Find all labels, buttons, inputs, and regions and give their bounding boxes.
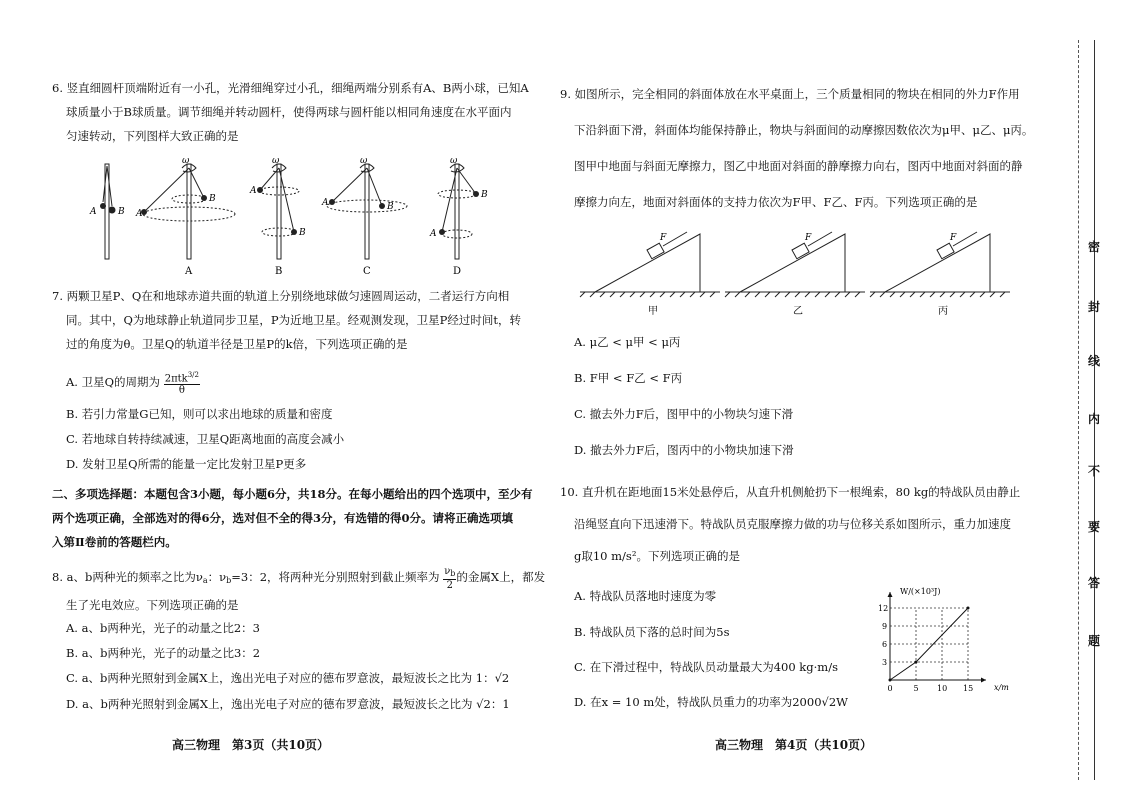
y-tick-label-2: 9 bbox=[882, 622, 888, 631]
series-line-0 bbox=[890, 608, 968, 680]
question-10-option-d: D. 在x = 10 m处，特战队员重力的功率为2000√2W bbox=[574, 695, 848, 709]
svg-text:B: B bbox=[387, 202, 394, 212]
question-9-option-b: B. F甲 < F乙 < F丙 bbox=[574, 371, 683, 385]
svg-text:A: A bbox=[250, 186, 257, 196]
question-9-line-2: 下沿斜面下滑，斜面体均能保持静止，物块与斜面间的动摩擦因数依次为μ甲、μ乙、μ丙。 bbox=[574, 123, 1034, 137]
question-9-figure bbox=[575, 222, 1015, 316]
question-6-line-3: 匀速转动，下列图样大致正确的是 bbox=[66, 129, 239, 143]
figure-label-b: B bbox=[275, 266, 283, 277]
chart-grid bbox=[890, 608, 968, 680]
figure-label-bing: 丙 bbox=[938, 306, 948, 316]
margin-char-1: 密 bbox=[1087, 240, 1100, 254]
data-point-0-2 bbox=[967, 607, 970, 610]
y-axis-arrow bbox=[888, 592, 893, 597]
q7-opta-denominator: θ bbox=[178, 385, 185, 397]
q8-sub-b: b bbox=[226, 576, 232, 585]
chart-axes bbox=[888, 592, 987, 683]
y-tick-label-1: 6 bbox=[882, 640, 888, 649]
question-8-line-1 bbox=[52, 565, 546, 593]
incline-bing bbox=[870, 232, 1010, 297]
right-page bbox=[560, 0, 1034, 794]
margin-char-3: 线 bbox=[1087, 354, 1100, 368]
question-7 bbox=[52, 284, 522, 356]
q7-opta-numerator: 2πtk bbox=[164, 373, 188, 385]
q8-text-d: 的金属X上，都发 bbox=[456, 570, 546, 584]
ball-a-label: A bbox=[90, 207, 97, 217]
figure-label-yi: 乙 bbox=[793, 306, 803, 316]
q8-text-a: 8. a、b两种光的频率之比为ν bbox=[52, 570, 203, 584]
figure-label-a: A bbox=[185, 266, 193, 277]
section-2-instructions bbox=[52, 482, 533, 554]
figure-label-d: D bbox=[453, 266, 462, 277]
svg-text:A: A bbox=[430, 229, 437, 239]
q8-text-b: ：ν bbox=[207, 570, 227, 584]
question-8-option-b: B. a、b两种光，光子的动量之比3：2 bbox=[66, 646, 261, 660]
q8-frac-num-sub: b bbox=[450, 568, 456, 578]
omega-label: ω bbox=[182, 156, 190, 166]
margin-char-8: 题 bbox=[1087, 634, 1100, 648]
svg-text:F: F bbox=[950, 233, 957, 243]
svg-text:ω: ω bbox=[272, 156, 280, 166]
question-7-option-c: C. 若地球自转持续减速，卫星Q距离地面的高度会减小 bbox=[66, 432, 345, 446]
question-9-option-c: C. 撤去外力F后，图甲中的小物块匀速下滑 bbox=[574, 407, 794, 421]
force-label-jia: F bbox=[660, 233, 667, 243]
q8-sub-a: a bbox=[202, 576, 208, 585]
svg-text:A: A bbox=[322, 198, 329, 208]
svg-text:ω: ω bbox=[450, 156, 458, 166]
chart-y-axis-label: W/(×10³J) bbox=[900, 587, 941, 596]
section-2-line-2: 两个选项正确，全部选对的得6分，选对但不全的得3分，有选错的得0分。请将正确选项填 bbox=[52, 511, 514, 525]
question-9-option-d: D. 撤去外力F后，图丙中的小物块加速下滑 bbox=[574, 443, 794, 457]
question-7-option-d: D. 发射卫星Q所需的能量一定比发射卫星P更多 bbox=[66, 457, 307, 471]
figure-6-option-c-drawing bbox=[249, 156, 306, 259]
svg-text:B: B bbox=[299, 228, 306, 238]
right-page-footer: 高三物理 第4页（共10页） bbox=[715, 738, 873, 752]
question-9-line-3: 图甲中地面与斜面无摩擦力，图乙中地面对斜面的静摩擦力向右，图丙中地面对斜面的静 bbox=[574, 159, 1023, 173]
q7-opta-fraction bbox=[164, 370, 200, 396]
x-axis-arrow bbox=[981, 678, 986, 683]
q8-frac-num: ν bbox=[444, 565, 451, 577]
figure-label-jia: 甲 bbox=[648, 306, 658, 316]
question-8-option-a: A. a、b两种光，光子的动量之比2：3 bbox=[66, 621, 260, 635]
svg-text:ω: ω bbox=[360, 156, 368, 166]
question-10-option-c: C. 在下滑过程中，特战队员动量最大为400 kg·m/s bbox=[574, 660, 838, 674]
question-10-option-a: A. 特战队员落地时速度为零 bbox=[574, 589, 717, 603]
question-10-line-2: 沿绳竖直向下迅速滑下。特战队员克服摩擦力做的功与位移关系如图所示，重力加速度 bbox=[574, 517, 1011, 531]
question-8-option-d: D. a、b两种光照射到金属X上，逸出光电子对应的德布罗意波，最短波长之比为 √2：1 bbox=[66, 697, 510, 711]
q7-opta-exponent: 3/2 bbox=[187, 371, 199, 379]
question-10-line-3: g取10 m/s²。下列选项正确的是 bbox=[574, 549, 740, 563]
question-6-figure bbox=[72, 154, 512, 280]
ball-b-label: B bbox=[118, 207, 125, 217]
question-8-line-2: 生了光电效应。下列选项正确的是 bbox=[66, 598, 239, 612]
y-tick-label-3: 12 bbox=[878, 604, 889, 613]
x-tick-label-3: 15 bbox=[963, 684, 974, 693]
question-9-line-1: 9. 如图所示，完全相同的斜面体放在水平桌面上，三个质量相同的物块在相同的外力F作用 bbox=[560, 87, 1020, 101]
data-point-0-1 bbox=[915, 661, 918, 664]
incline-jia bbox=[580, 232, 720, 297]
incline-yi bbox=[725, 232, 865, 297]
question-9-line-4: 摩擦力向左，地面对斜面体的支持力依次为F甲、F乙、F丙。下列选项正确的是 bbox=[574, 195, 978, 209]
y-tick-label-0: 3 bbox=[882, 658, 888, 667]
question-6-line-1: 6. 竖直细圆杆顶端附近有一小孔，光滑细绳穿过小孔，细绳两端分别系有A、B两小球，已知A bbox=[52, 81, 529, 95]
question-6 bbox=[52, 76, 529, 148]
margin-char-7: 答 bbox=[1087, 576, 1100, 590]
left-page-footer: 高三物理 第3页（共10页） bbox=[172, 738, 330, 752]
question-7-line-3: 过的角度为θ。卫星Q的轨道半径是卫星P的k倍，下列选项正确的是 bbox=[66, 337, 408, 351]
figure-6-option-a-drawing bbox=[89, 164, 125, 259]
question-6-line-2: 球质量小于B球质量。调节细绳并转动圆杆，使得两球与圆杆能以相同角速度在水平面内 bbox=[66, 105, 512, 119]
x-tick-label-1: 5 bbox=[913, 684, 919, 693]
left-page bbox=[52, 0, 546, 794]
chart-x-axis-label: x/m bbox=[994, 683, 1009, 692]
question-7-line-1: 7. 两颗卫星P、Q在和地球赤道共面的轨道上分别绕地球做匀速圆周运动，二者运行方向相 bbox=[52, 289, 510, 303]
question-10-option-b: B. 特战队员下落的总时间为5s bbox=[574, 625, 730, 639]
section-2-line-3: 入第Ⅱ卷前的答题栏内。 bbox=[52, 535, 177, 549]
question-9-option-a: A. μ乙 < μ甲 < μ丙 bbox=[574, 335, 681, 349]
binding-dashed-line bbox=[1078, 40, 1079, 780]
question-7-option-a bbox=[66, 370, 200, 396]
margin-char-5: 不 bbox=[1087, 464, 1100, 478]
q7-opta-prefix: A. 卫星Q的周期为 bbox=[66, 375, 161, 390]
margin-char-4: 内 bbox=[1087, 412, 1100, 426]
question-10 bbox=[560, 476, 1030, 572]
q8-fraction bbox=[443, 566, 456, 591]
svg-text:A: A bbox=[136, 209, 143, 219]
question-8 bbox=[52, 565, 546, 617]
data-point-0-0 bbox=[889, 679, 892, 682]
x-tick-label-0: 0 bbox=[887, 684, 893, 693]
figure-6-option-e-drawing bbox=[429, 156, 488, 259]
binding-margin bbox=[1060, 0, 1110, 794]
svg-text:F: F bbox=[805, 233, 812, 243]
chart-series bbox=[889, 607, 970, 682]
margin-char-2: 封 bbox=[1087, 300, 1100, 314]
question-7-line-2: 同。其中，Q为地球静止轨道同步卫星，P为近地卫星。经观测发现，卫星P经过时间t，转 bbox=[66, 313, 522, 327]
question-9 bbox=[560, 76, 1034, 220]
question-7-option-b: B. 若引力常量G已知，则可以求出地球的质量和密度 bbox=[66, 407, 333, 421]
figure-6-option-b-drawing bbox=[135, 156, 235, 259]
svg-text:B: B bbox=[209, 194, 216, 204]
figure-6-option-d-drawing bbox=[321, 156, 407, 259]
figure-label-c: C bbox=[363, 266, 371, 277]
margin-char-6: 要 bbox=[1087, 520, 1100, 534]
question-8-option-c: C. a、b两种光照射到金属X上，逸出光电子对应的德布罗意波，最短波长之比为 1：√2 bbox=[66, 671, 510, 685]
work-displacement-chart bbox=[872, 584, 1022, 700]
section-2-line-1: 二、多项选择题：本题包含3小题，每小题6分，共18分。在每小题给出的四个选项中，至少有 bbox=[52, 487, 533, 501]
q8-frac-den: 2 bbox=[446, 579, 453, 591]
svg-text:B: B bbox=[481, 190, 488, 200]
x-tick-label-2: 10 bbox=[937, 684, 948, 693]
question-10-line-1: 10. 直升机在距地面15米处悬停后，从直升机侧舱扔下一根绳索，80 kg的特战队员由静止 bbox=[560, 485, 1021, 499]
q8-text-c: =3：2，将两种光分别照射到截止频率为 bbox=[231, 570, 440, 584]
